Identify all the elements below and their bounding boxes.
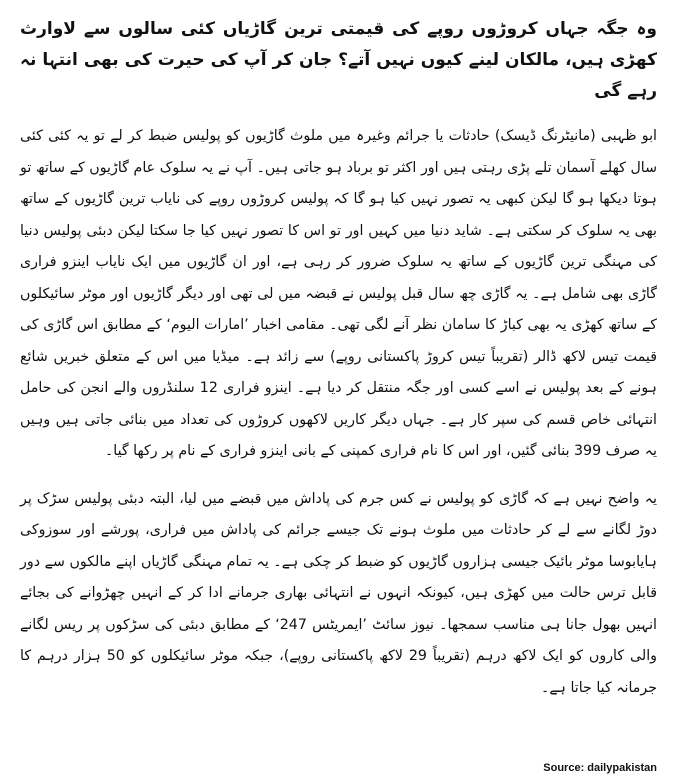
article-paragraph-1: ابو ظہبی (مانیٹرنگ ڈیسک) حادثات یا جرائم وغیرہ میں ملوث گاڑیوں کو پولیس ضبط کر لے تو یہ کئی کئی سال کھلے آسمان تلے پڑی رہتی ہیں اور اکثر تو برباد ہو جاتی ہیں۔ آپ نے یہ سلوک عام گاڑیوں کے ساتھ تو ہوتا دیکھا ہو گا لیکن کبھی یہ تصور نہیں کیا ہو گا کہ پولیس کروڑوں روپے کی نایاب ترین گاڑیوں کے ساتھ بھی یہ سلوک کر سکتی ہے۔ شاید دنیا میں کہیں اور تو اس کا تصور نہیں کیا جا سکتا لیکن دبئی پولیس دنیا کی مہنگی ترین گاڑیوں کے ساتھ یہ سلوک ضرور کر رہی ہے، اور ان گاڑیوں میں ایک نایاب اینزو فراری گاڑی بھی شامل ہے۔ یہ گاڑی چھ سال قبل پولیس نے قبضہ میں لی تھی اور دیگر گاڑیوں اور موٹر سائیکلوں کے ساتھ کھڑی یہ بھی کباڑ کا سامان نظر آنے لگی تھی۔ مقامی اخبار ’امارات الیوم‘ کے مطابق اس گاڑی کی قیمت تیس لاکھ ڈالر (تقریباً تیس کروڑ پاکستانی روپے) سے زائد ہے۔ میڈیا میں اس کے متعلق خبریں شائع ہونے کے بعد پولیس نے اسے کسی اور جگہ منتقل کر دیا ہے۔ اینزو فراری 12 سلنڈروں والے انجن کی حامل انتہائی خاص قسم کی سپر کار ہے۔ جہاں دیگر کاریں لاکھوں کروڑوں کی تعداد میں بنائی جاتی ہیں وہیں یہ صرف 399 بنائی گئیں، اور اس کا نام فراری کمپنی کے بانی اینزو فراری کے نام پر رکھا گیا۔ — [20, 128, 657, 459]
source-credit: Source: dailypakistan — [543, 762, 657, 774]
article-paragraph-2: یہ واضح نہیں ہے کہ گاڑی کو پولیس نے کس جرم کی پاداش میں قبضے میں لیا، البتہ دبئی پولیس سڑک پر دوڑ لگانے سے لے کر حادثات میں ملوث ہونے تک جیسے جرائم کی پاداش میں فراری، پورشے اور سوزوکی ہایابوسا موٹر بائیک جیسی ہزاروں گاڑیوں کو ضبط کر چکی ہے۔ یہ تمام مہنگی گاڑیاں اپنے مالکوں سے دور قابل ترس حالت میں کھڑی ہیں، کیونکہ انہوں نے انتہائی بھاری جرمانے ادا کر کے انہیں چھڑوانے کی بجائے انہیں بھول جانا ہی مناسب سمجھا۔ نیوز سائٹ ’ایمریٹس 247‘ کے مطابق دبئی کی سڑکوں پر ریس لگانے والی کاروں کو ایک لاکھ درہم (تقریباً 29 لاکھ پاکستانی روپے)، جبکہ موٹر سائیکلوں کو 50 ہزار درہم کا جرمانہ کیا جاتا ہے۔ — [20, 490, 658, 696]
article-headline: وہ جگہ جہاں کروڑوں روپے کی قیمتی ترین گاڑیاں کئی سالوں سے لاوارث کھڑی ہیں، مالکان لینے کیوں نہیں آتے؟ جان کر آپ کی حیرت کی بھی انتہا نہ رہے گی — [20, 19, 657, 101]
